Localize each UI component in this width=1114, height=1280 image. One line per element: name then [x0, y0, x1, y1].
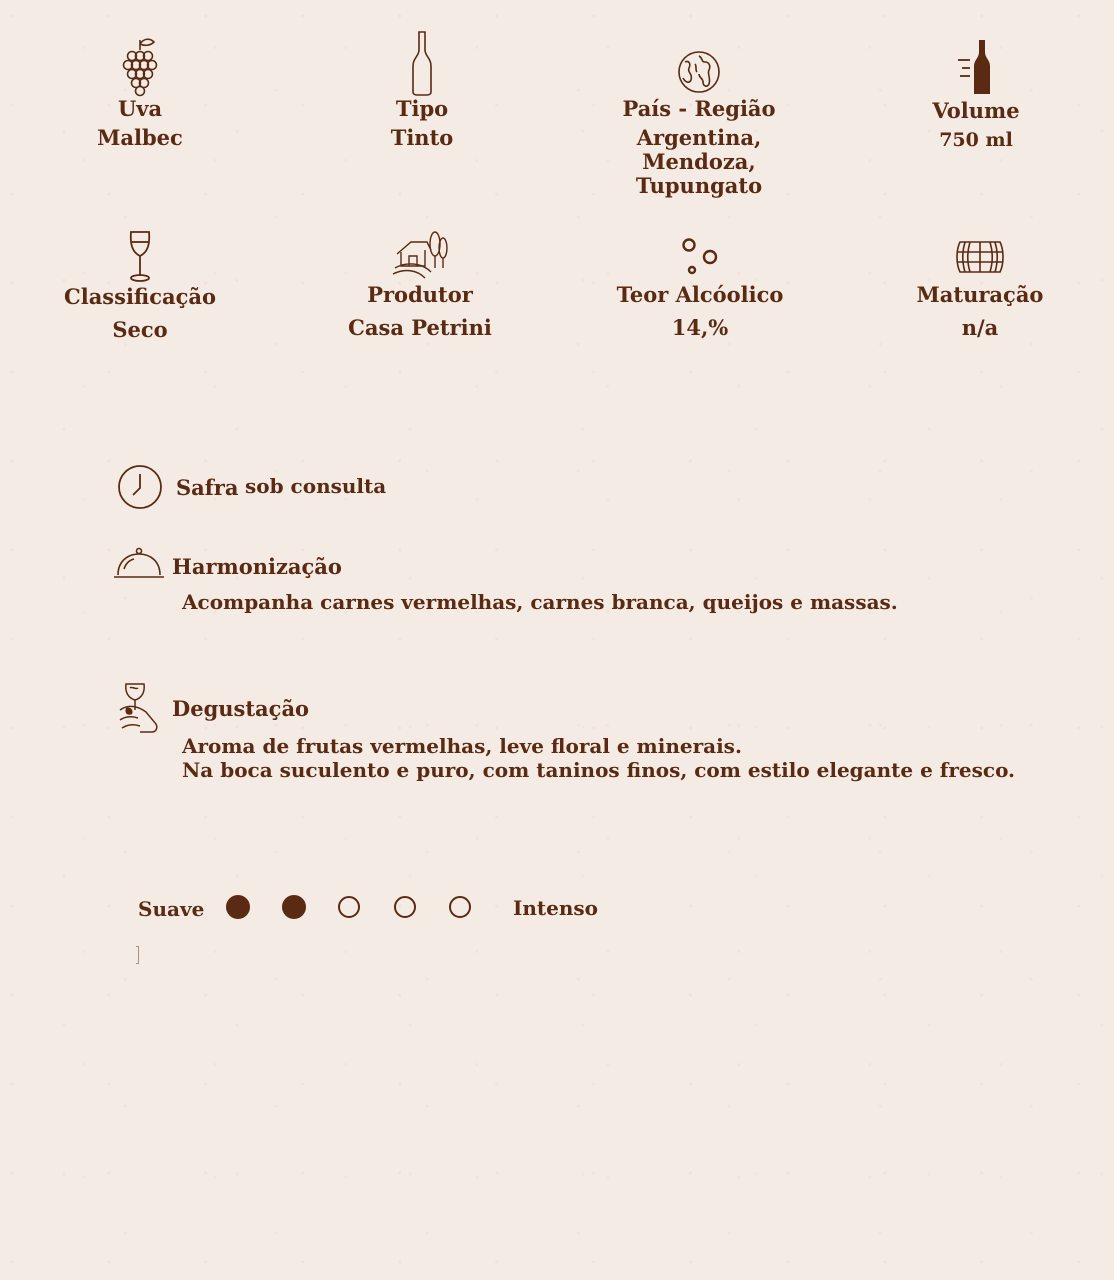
cloche-icon: [112, 547, 166, 581]
intensity-dot-filled: [282, 895, 306, 919]
spec-value: n/a: [961, 315, 999, 340]
spec-value: Tupungato: [635, 173, 763, 198]
intensity-dot-empty: [394, 896, 416, 918]
safra-label: Safra: [176, 475, 239, 500]
spec-tipo: [302, 30, 542, 150]
spec-label: País - Região: [622, 96, 776, 121]
wine-glass-icon: [125, 230, 155, 282]
spec-value: Seco: [112, 317, 168, 342]
bubbles-icon: [680, 236, 720, 276]
spec-label: Produtor: [367, 282, 473, 307]
barrel-icon: [954, 238, 1006, 276]
stray-mark: [136, 946, 139, 964]
bottle-outline-icon: [410, 30, 434, 96]
spec-value: 750 ml: [939, 129, 1013, 151]
spec-teor: [580, 236, 820, 340]
intensity-dot-empty: [449, 896, 471, 918]
spec-label: Classificação: [64, 284, 216, 309]
degustacao-title: Degustação: [172, 696, 310, 721]
harmonizacao-text: Acompanha carnes vermelhas, carnes branca, queijos e massas.: [182, 590, 898, 614]
spec-label: Tipo: [395, 96, 449, 121]
tasting-hand-icon: [116, 680, 162, 738]
intensity-max-label: Intenso: [513, 896, 598, 920]
spec-produtor: [300, 228, 540, 340]
spec-value: Casa Petrini: [348, 315, 492, 340]
spec-label: Volume: [932, 98, 1020, 123]
grape-icon: [118, 36, 162, 96]
spec-label: Uva: [117, 96, 163, 121]
farm-icon: [391, 228, 449, 280]
spec-value: Tinto: [390, 125, 454, 150]
spec-value: Argentina, Mendoza,: [636, 125, 762, 174]
clock-icon: [117, 464, 163, 510]
spec-classificacao: [20, 230, 260, 342]
intensity-dot-filled: [226, 895, 250, 919]
spec-maturacao: [860, 238, 1100, 340]
bottle-volume-icon: [956, 38, 996, 96]
spec-value: 14,%: [671, 315, 729, 340]
harmonizacao-title: Harmonização: [172, 554, 342, 579]
degustacao-line2: Na boca suculento e puro, com taninos finos, com estilo elegante e fresco.: [182, 758, 1016, 782]
intensity-min-label: Suave: [138, 897, 205, 921]
spec-pais: [579, 50, 819, 198]
spec-label: Teor Alcóolico: [616, 282, 784, 307]
spec-volume: [856, 38, 1096, 152]
spec-label: Maturação: [916, 282, 1044, 307]
spec-value: Malbec: [97, 125, 183, 150]
intensity-dot-empty: [338, 896, 360, 918]
globe-icon: [677, 50, 721, 94]
spec-uva: [20, 36, 260, 150]
degustacao-line1: Aroma de frutas vermelhas, leve floral e minerais.: [182, 734, 742, 758]
safra-value: sob consulta: [245, 474, 387, 498]
